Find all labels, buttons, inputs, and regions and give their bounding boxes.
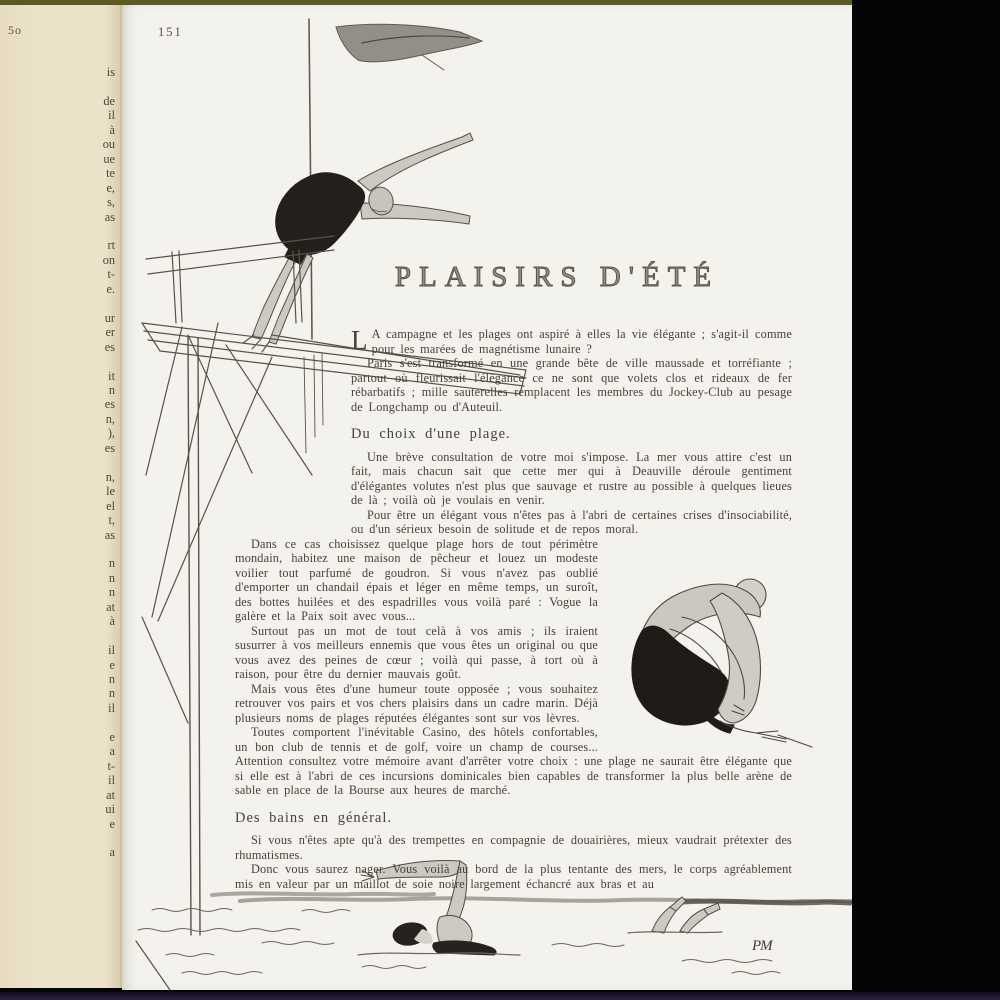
text-fragment: er (105, 325, 115, 340)
platform-text-wrap-spacer (235, 327, 351, 533)
left-page-edge (0, 5, 122, 988)
magazine-page (122, 5, 852, 990)
text-fragment: n, (105, 469, 115, 484)
text-fragment: e (109, 816, 115, 831)
text-fragment (103, 542, 115, 556)
paragraph: Surtout pas un mot de tout celà à vos amis ; ils iraient susurrer à vos meilleurs ennemis que vous êtes un original ou que vous avez des peines de cœur ; voilà qui passe, à tort où à raison, pour être du dernier mauvais goût. (235, 623, 598, 681)
paragraph-text: A campagne et les plages ont aspiré à elles la vie élégante ; s'agit-il comme pour les marées de magnétisme lunaire ? (371, 327, 792, 356)
paragraph: Paris s'est transformé en une grande bête de ville maussade et torréfiante ; partout où fleurissait l'élégance ce ne sont que volets clos et rideaux de fer rébarbatifs ; mille sauterelles remplacent les membres du Jockey-Club au pesage de Longchamp ou d'Auteuil. (351, 356, 792, 414)
text-fragment: e. (106, 281, 115, 296)
paragraph: Donc vous saurez nager. Vous voilà au bord de la plus tentante des mers, le corps agréablement mis en valeur par un maillot de soie noire largement échancré aux bras et au (235, 862, 792, 891)
text-fragment (103, 715, 115, 729)
text-fragment: à (109, 122, 115, 137)
text-fragment: as (104, 527, 115, 542)
text-fragment: t, (108, 513, 115, 528)
text-fragment: à (109, 614, 115, 629)
text-fragment: e (109, 729, 115, 744)
text-fragment: ), (107, 426, 115, 441)
text-fragment: le (106, 484, 115, 499)
article-title: PLAISIRS D'ÉTÉ (394, 261, 720, 293)
text-fragment: n (108, 382, 115, 397)
section-heading: Des bains en général. (235, 809, 393, 826)
article-body (235, 327, 792, 891)
text-fragment: ui (105, 802, 115, 817)
text-fragment: n (108, 556, 115, 571)
section-heading: Du choix d'une plage. (351, 426, 511, 442)
text-fragment (103, 831, 115, 845)
paragraph: Dans ce cas choisissez quelque plage hors de tout périmètre mondain, habitez une maison de pêcheur et louez un modeste voilier tout parfumé de goudron. Si vous n'avez pas oublié d'emporter un chandail épais et léger en même temps, un suroît, des bottes huilées et des espadrilles vous voilà paré : Vogue la galère et la Paix soit avec vous... (235, 536, 598, 623)
text-fragment: on (102, 252, 115, 267)
text-fragment (103, 296, 115, 310)
text-fragment: a (109, 744, 115, 759)
text-fragment: at (106, 599, 115, 614)
text-fragment (103, 629, 115, 643)
text-fragment: n, (105, 411, 115, 426)
text-fragment: is (106, 65, 115, 79)
text-fragment: es (104, 397, 115, 412)
text-fragment: n (108, 585, 115, 600)
text-fragment: n (108, 570, 115, 585)
text-fragment: ue (103, 151, 115, 166)
text-fragment: de (103, 93, 115, 108)
paragraph: Si vous n'êtes apte qu'à des trempettes en compagnie de douairières, mieux vaudrait prétexter des rhumatismes. (235, 833, 792, 862)
text-fragment (103, 224, 115, 238)
text-fragment: e, (106, 180, 115, 195)
text-fragment: n (108, 686, 115, 701)
text-fragment: es (104, 440, 115, 455)
text-fragment: ur (104, 310, 115, 325)
text-fragment: il (108, 643, 115, 658)
text-fragment: il (108, 773, 115, 788)
text-fragment: s, (107, 195, 115, 210)
left-page-number: 5o (8, 23, 22, 37)
text-fragment: as (104, 209, 115, 224)
text-fragment: rt (107, 238, 115, 253)
text-fragment (103, 354, 115, 368)
paragraph: Une brève consultation de votre moi s'impose. La mer vous attire c'est un fait, mais chacun sait que cette mer qui à Deauville déroule gentiment d'élégantes volutes n'est plus que sauvage et rustre au possible à quelques lieues de là ; voilà où je voulais en venir. (351, 449, 792, 507)
text-fragment (103, 79, 115, 93)
bather-text-wrap-spacer (606, 537, 792, 753)
text-fragment: it (108, 368, 115, 383)
text-fragment: il (108, 700, 115, 715)
text-fragment: el (106, 498, 115, 513)
artist-monogram: PM (752, 938, 772, 954)
paragraph: Pour être un élégant vous n'êtes pas à l'abri de certaines crises d'insociabilité, ou d'un sérieux besoin de solitude et de repos moral. (351, 507, 792, 536)
text-fragment: e (109, 657, 115, 672)
text-fragment: es (104, 339, 115, 354)
text-fragment: ou (102, 137, 115, 152)
text-fragment: at (106, 787, 115, 802)
paragraph: Mais vous êtes d'une humeur toute opposée ; vous souhaitez retrouver vos pairs et vos chers plaisirs dans un cadre marin. Déjà plusieurs noms de plages réputées élégantes sont sur vos lèvres. (235, 681, 598, 725)
text-fragment: t- (107, 267, 115, 282)
page-number: 151 (158, 25, 183, 39)
text-fragment: a (109, 845, 115, 860)
dropcap: L (351, 325, 368, 355)
text-fragment: n (108, 672, 115, 687)
text-fragment: te (106, 166, 115, 181)
text-fragment: il (108, 108, 115, 123)
left-page-text-fragments (103, 65, 115, 860)
text-fragment: t- (107, 758, 115, 773)
text-fragment (103, 455, 115, 469)
bottom-page-edge (0, 992, 1000, 1000)
paragraph: Toutes comportent l'inévitable Casino, des hôtels confortables, un bon club de tennis et de golf, voire un champ de courses... Attention consultez votre mémoire avant d'arrêter votre choix : une plage ne saurait être élégante que si elle est à l'abri de ces incursions dominicales bien capables de transformer la plus belle arène de sable en place de la Bourse aux heures de marché. (235, 725, 792, 797)
